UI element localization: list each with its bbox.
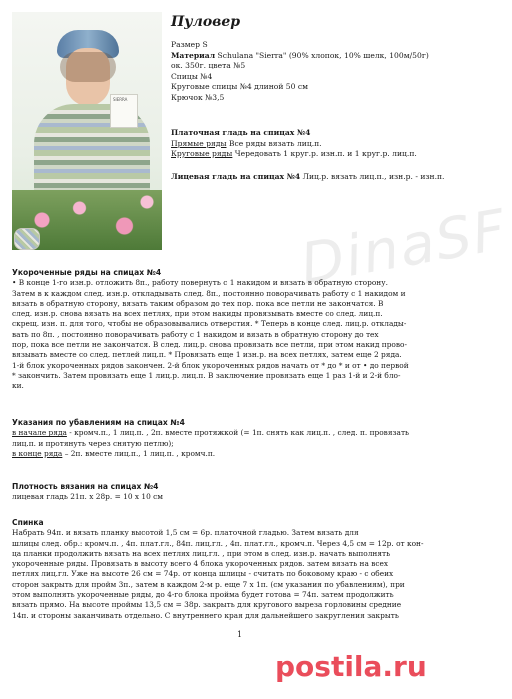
- decrease-start-cont: лиц.п. и протянуть через снятую петлю);: [12, 438, 174, 448]
- decreases-heading: Указания по убавлениям на спицах №4: [12, 418, 185, 427]
- short-rows-line: Затем в к каждом след. изн.р. откладывать след. 8п., постоянно поворачивать работу с 1 накидом и: [12, 288, 406, 298]
- short-rows-line: вать по 8п. , постоянно поворачивать работу с 1 накидом и вязать в обратную сторону до тех: [12, 329, 379, 339]
- circular-rows-text: Чередовать 1 круг.р. изн.п. и 1 круг.р. лиц.п.: [232, 149, 417, 158]
- hook-line: Крючок №3,5: [171, 92, 225, 102]
- short-rows-line: пор, пока все петли не закончатся. В след. лиц.р. снова провязать все петли, при этом накид прово-: [12, 340, 407, 350]
- decrease-end-label: в конце ряда: [12, 448, 63, 458]
- model-photo: [12, 12, 162, 250]
- decrease-end: [12, 449, 472, 459]
- decrease-end-text: – 2п. вместе лиц.п., 1 лиц.п. , кромч.п.: [62, 448, 216, 458]
- material-label: Материал: [171, 50, 216, 60]
- gauge-text: лицевая гладь 21п. х 28р. = 10 х 10 см: [12, 492, 164, 502]
- short-rows-line: скрещ. изн. п. для того, чтобы не образовывались отверстия. * Теперь в конце след. лиц.р. отклады-: [12, 319, 407, 329]
- straight-rows-label: Прямые ряды: [171, 138, 227, 148]
- stockinette-block: [171, 128, 471, 160]
- decrease-start: [12, 428, 472, 438]
- back-heading: Спинка: [12, 518, 44, 527]
- back-section: [12, 518, 472, 621]
- back-line: петлях лиц.гл. Уже на высоте 26 см = 74р. от конца шлицы - считать по боковому краю - с обеих: [12, 569, 394, 579]
- short-rows-section: [12, 268, 472, 392]
- specs-block: [171, 40, 471, 103]
- material-value: Schulana "Sierra" (90% хлопок, 10% шелк, 100м/50г): [215, 50, 429, 60]
- gauge-section: [12, 482, 472, 503]
- circular-rows-label: Круговые ряды: [171, 149, 233, 158]
- postila-logo: [275, 650, 427, 683]
- page-number: 1: [237, 630, 243, 639]
- tag-text: SIERRA: [113, 97, 128, 102]
- size-line: Размер S: [171, 40, 208, 49]
- hair: [60, 52, 116, 82]
- short-rows-line: ки.: [12, 381, 24, 391]
- decrease-start-text: - кромч.п., 1 лиц.п. , 2п. вместе протяжкой (= 1п. снять как лиц.п. , след. п. провязать: [66, 428, 410, 438]
- back-line: 14п. и стороны заканчивать отдельно. С внутреннего края для дальнейшего закругления закрыть: [12, 610, 399, 620]
- page-title: Пуловер: [171, 14, 241, 30]
- face-heading: Лицевая гладь на спицах №4: [171, 172, 301, 181]
- back-line: сторон закрыть для пройм 3п., затем в каждом 2-м р. еще 7 х 1п. (см указания по убавлениям), при: [12, 579, 405, 589]
- material-line: [171, 51, 471, 62]
- needles-line: Спицы №4: [171, 71, 213, 81]
- short-rows-line: • В конце 1-го изн.р. отложить 8п., работу повернуть с 1 накидом и вязать в обратную сторону.: [12, 278, 388, 288]
- straight-rows: [171, 139, 471, 150]
- back-line: укороченные ряды. Провязать в высоту всего 4 блока укороченных рядов. затем вязать на всех: [12, 559, 389, 569]
- back-line: вязать прямо. На высоте проймы 13,5 см = 38р. закрыть для кругового выреза горловины средние: [12, 600, 402, 610]
- face-text: Лиц.р. вязать лиц.п., изн.р. - изн.п.: [300, 172, 445, 181]
- gauge-heading: Плотность вязания на спицах №4: [12, 482, 159, 491]
- decrease-start-label: в начале ряда: [12, 428, 67, 438]
- yarn-label-tag: [110, 94, 138, 128]
- decreases-section: [12, 418, 472, 459]
- watermark: DinaSF: [295, 197, 512, 298]
- short-rows-heading: Укороченные ряды на спицах №4: [12, 268, 162, 277]
- amount-line: ок. 350г. цвета №5: [171, 61, 246, 70]
- back-line: этом выполнять укороченные ряды, до 4-го блока пройма будет готова = 74п. затем продолжить: [12, 590, 394, 600]
- circular-rows: [171, 149, 471, 160]
- back-line: шлицы след. обр.: кромч.п. , 4п. плат.гл., 84п. лиц.гл. , 4п. плат.гл., кромч.п. Через 4,5 см = 12р. от кон-: [12, 538, 424, 548]
- back-line: Набрать 94п. и вязать планку высотой 1,5 см = 6р. платочной гладью. Затем вязать для: [12, 528, 359, 538]
- short-rows-line: вязывать вместе со след. петлей лиц.п. * Провязать еще 1 изн.р. на всех петлях, затем еще 2 ряда.: [12, 350, 402, 360]
- short-rows-line: вязать в обратную сторону, вязать таким образом до тех пор. пока все петли не закончатся. В: [12, 298, 384, 308]
- short-rows-line: * закончить. Затем провязать еще 1 лиц.р. лиц.п. В заключение провязать еще 1 раз 1-й и 2-й бло-: [12, 370, 401, 380]
- face-stitch-block: [171, 172, 471, 183]
- stockinette-heading: Платочная гладь на спицах №4: [171, 128, 311, 137]
- postila-brand-text: postila.ru: [275, 650, 427, 683]
- short-rows-line: 1-й блок укороченных рядов закончен. 2-й блок укороченных рядов начать от * до * и от • до первой: [12, 360, 409, 370]
- circular-line: Круговые спицы №4 длиной 50 см: [171, 82, 309, 91]
- straight-rows-text: Все ряды вязать лиц.п.: [226, 138, 322, 148]
- back-line: ца планки продолжить вязать на всех петлях лиц.гл. , при этом в след. изн.р. начать выполнять: [12, 548, 391, 558]
- yarn-swatch-icon: [14, 228, 40, 250]
- short-rows-line: след. изн.р. снова вязать на всех петлях, при этом накиды провязывать вместе со след. лиц.п.: [12, 309, 383, 319]
